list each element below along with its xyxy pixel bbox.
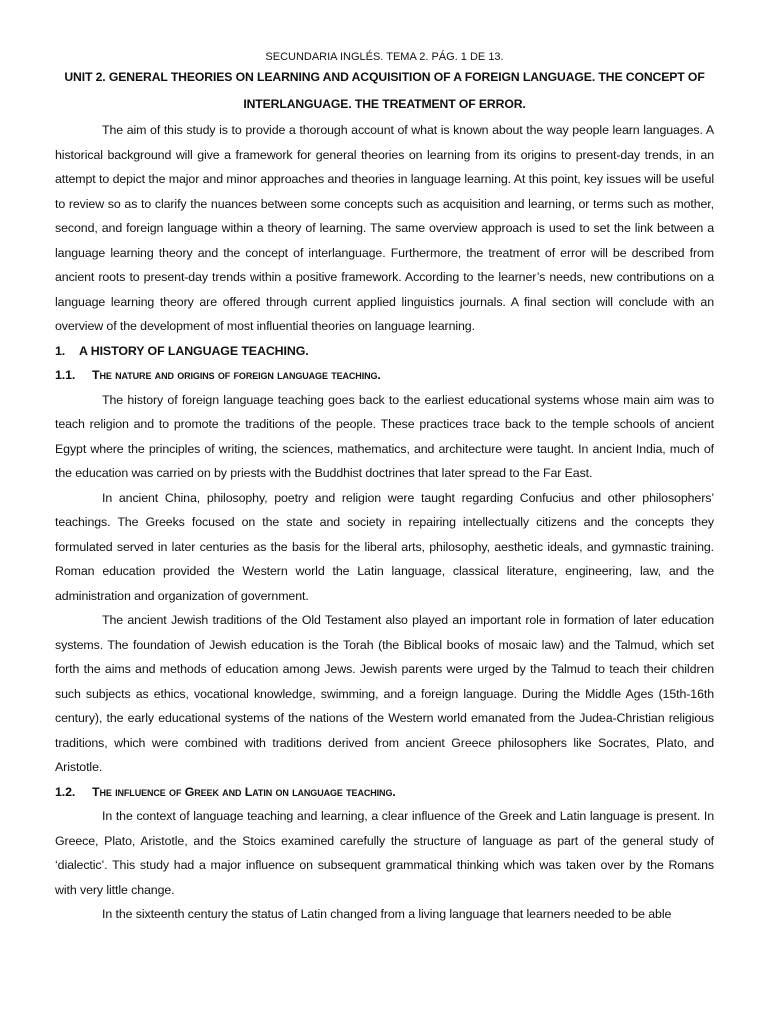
running-header: SECUNDARIA INGLÉS. TEMA 2. PÁG. 1 DE 13. (265, 51, 504, 63)
section-title: A HISTORY OF LANGUAGE TEACHING. (79, 343, 309, 358)
section-heading-1 (55, 339, 714, 364)
subsection-heading-1-2 (55, 780, 714, 805)
body-paragraph: The ancient Jewish traditions of the Old Testament also played an important role in formation of later education systems. The foundation of Jewish education is the Torah (the Biblical books of mosaic law) and the Talmud, which set forth the aims and methods of education among Jews. Jewish parents were urged by the Talmud to teach their children such subjects as ethics, vocational knowledge, swimming, and a foreign language. During the Middle Ages (15th-16th century), the early educational systems of the nations of the Western world emanated from the Judea-Christian religious traditions, which were combined with traditions derived from ancient Greece philosophers like Socrates, Plato, and Aristotle. (55, 613, 714, 774)
subsection-number: 1.2. (55, 784, 76, 799)
unit-title: UNIT 2. GENERAL THEORIES ON LEARNING AND ACQUISITION OF A FOREIGN LANGUAGE. THE CONCEPT OF INTERLANGUAGE. THE TREATMENT OF ERROR. (64, 70, 705, 111)
document-page (55, 0, 714, 927)
subsection-title: The nature and origins of foreign language teaching. (92, 368, 381, 382)
subsection-number: 1.1. (55, 368, 76, 382)
body-paragraph: In ancient China, philosophy, poetry and religion were taught regarding Confucius and other philosophers’ teachings. The Greeks focused on the state and society in repairing intellectually citizens and the concepts they formulated served in later centuries as the basis for the liberal arts, philosophy, aesthetic ideals, and gymnastic training. Roman education provided the Western world the Latin language, classical literature, engineering, law, and the administration and organization of government. (55, 490, 714, 603)
body-paragraph: In the sixteenth century the status of Latin changed from a living language that learners needed to be able (102, 907, 672, 921)
body-paragraph: The history of foreign language teaching goes back to the earliest educational systems whose main aim was to teach religion and to promote the traditions of the people. These practices trace back to the temple schools of ancient Egypt where the principles of writing, the sciences, mathematics, and architecture were taught. In ancient India, much of the education was carried on by priests with the Buddhist doctrines that later spread to the Far East. (55, 392, 714, 480)
body-paragraph: In the context of language teaching and learning, a clear influence of the Greek and Latin language is present. In Greece, Plato, Aristotle, and the Stoics examined carefully the structure of language as part of the general study of ‘dialectic’. This study had a major influence on subsequent grammatical thinking which was taken over by the Romans with very little change. (55, 809, 714, 897)
subsection-heading-1-1 (55, 363, 714, 388)
section-number: 1. (55, 343, 66, 358)
subsection-title: The influence of Greek and Latin on language teaching. (92, 784, 396, 799)
intro-paragraph: The aim of this study is to provide a thorough account of what is known about the way people learn languages. A historical background will give a framework for general theories on learning from its origins to present-day trends, in an attempt to depict the major and minor approaches and theories in language learning. At this point, key issues will be useful to review so as to clarify the nuances between some concepts such as acquisition and learning, or terms such as mother, second, and foreign language within a theory of learning. The same overview approach is used to set the link between a language learning theory and the concept of interlanguage. Furthermore, the treatment of error will be described from ancient roots to present-day trends within a positive framework. According to the learner’s needs, new contributions on a language learning theory are offered through current applied linguistics journals. A final section will conclude with an overview of the development of most influential theories on language learning. (55, 123, 714, 333)
